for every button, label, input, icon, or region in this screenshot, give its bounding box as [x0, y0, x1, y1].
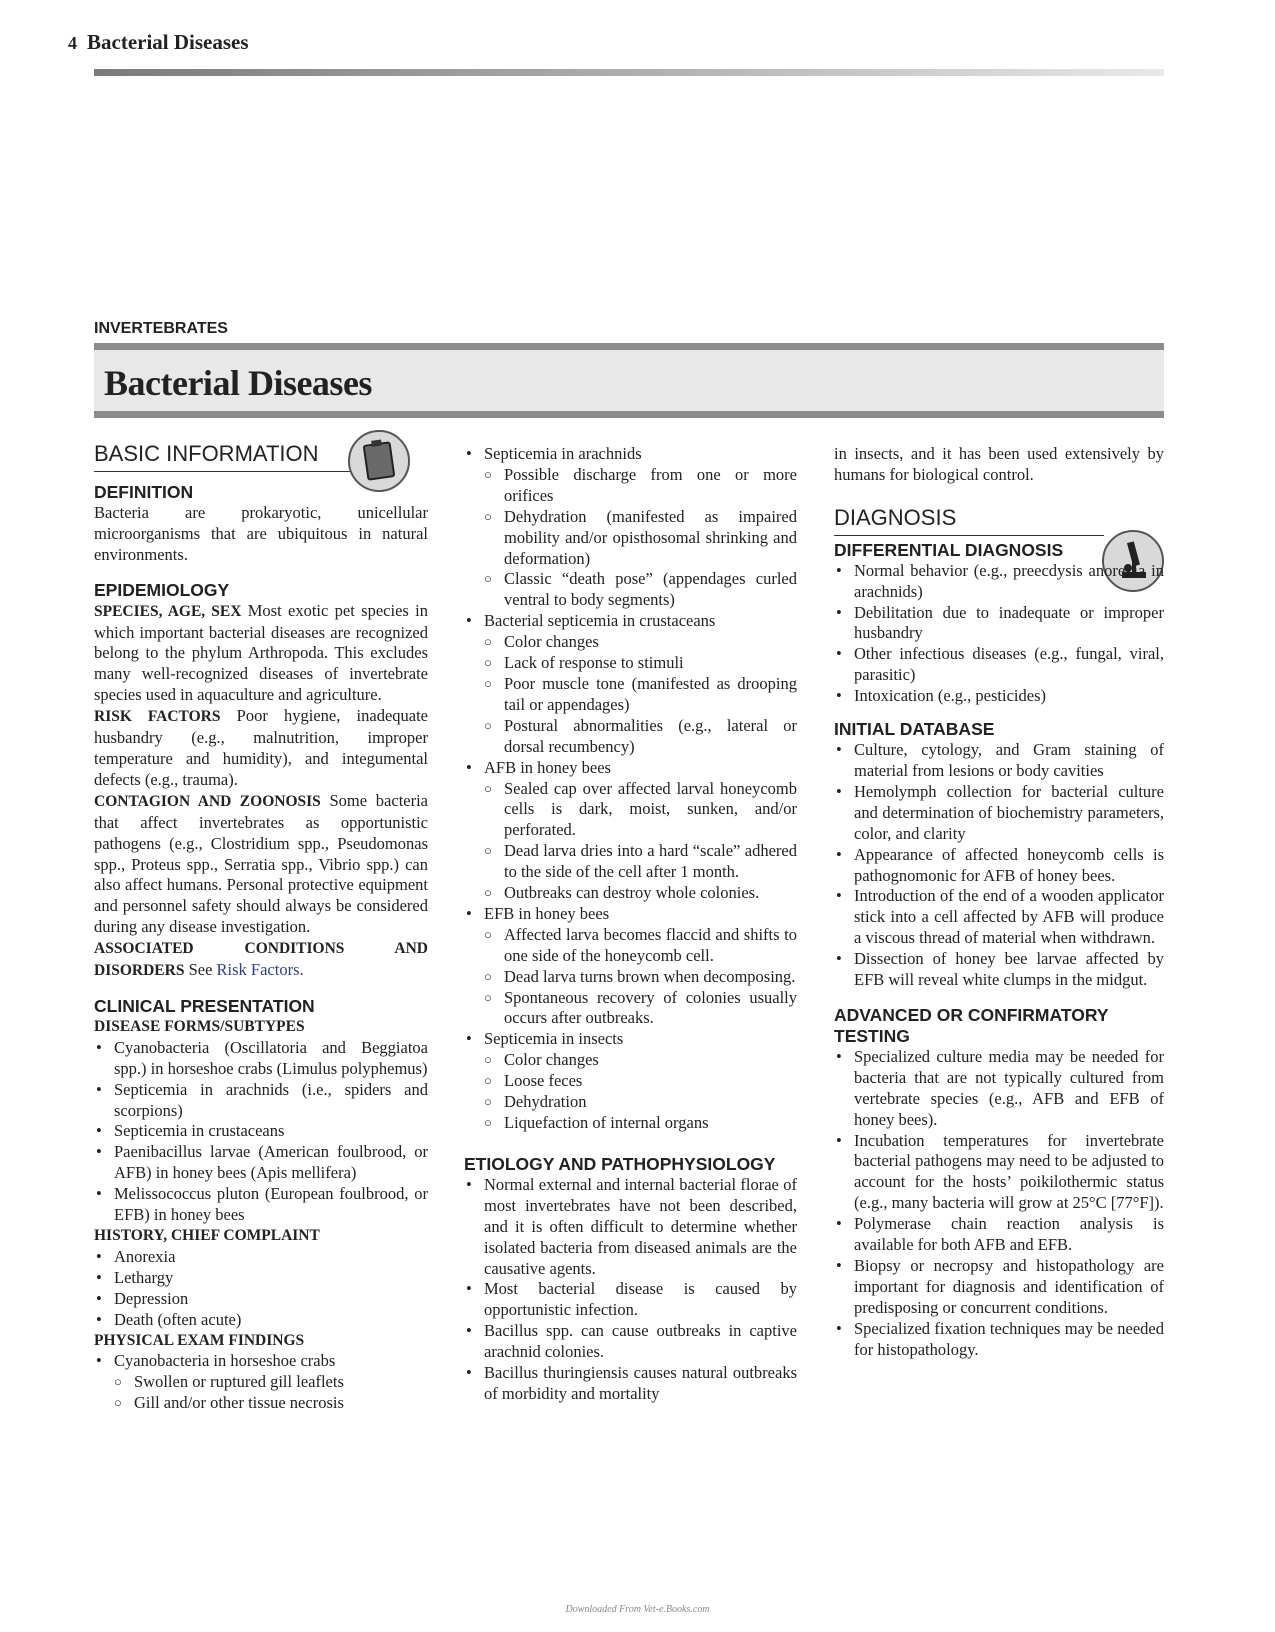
forms-list [94, 1038, 428, 1226]
initial-database-list [834, 740, 1164, 991]
download-watermark: Downloaded From Vet-e.Books.com [565, 1604, 710, 1615]
list-item: • Debilitation due to inadequate or improper husbandry [834, 603, 1164, 645]
contagion-paragraph [94, 791, 428, 938]
sub-list-item: ○ Classic “death pose” (appendages curled ventral to body segments) [464, 569, 797, 611]
advanced-testing-list [834, 1047, 1164, 1361]
column-1 [94, 441, 428, 1414]
contagion-text: Some bacteria that affect invertebrates as opportunistic pathogens (e.g., Clostridium spp., Pseudomonas spp., Proteus spp., Serratia spp., Vibrio spp.) can also affect humans. Personal protective equipment and personnel safety should always be considered during any disease investigation. [94, 790, 428, 937]
risk-factors-link[interactable]: Risk Factors. [216, 960, 304, 980]
list-item: • Depression [94, 1289, 428, 1310]
list-item: • Bacterial septicemia in crustaceans [464, 611, 797, 632]
species-label: SPECIES, AGE, SEX [94, 602, 242, 620]
list-item: • Biopsy or necropsy and histopathology are important for diagnosis and identification of predisposing or concurrent conditions. [834, 1256, 1164, 1319]
risk-paragraph [94, 706, 428, 791]
risk-text: Poor hygiene, inadequate husbandry (e.g., malnutrition, improper temperature and humidity), and integumental defects (e.g., trauma). [94, 706, 428, 789]
sub-list-item: ○ Possible discharge from one or more orifices [464, 465, 797, 507]
list-item: • Hemolymph collection for bacterial culture and determination of biochemistry parameters, color, and clarity [834, 782, 1164, 845]
sub-list-item: ○ Spontaneous recovery of colonies usually occurs after outbreaks. [464, 988, 797, 1030]
column-3 [834, 444, 1164, 1361]
list-item: • Septicemia in arachnids [464, 444, 797, 465]
list-item: • Septicemia in crustaceans [94, 1121, 428, 1142]
clinical-presentation-heading: CLINICAL PRESENTATION [94, 995, 315, 1016]
forms-label: DISEASE FORMS/SUBTYPES [94, 1017, 305, 1035]
sub-list-item: ○ Dead larva turns brown when decomposing. [464, 967, 797, 988]
sub-list-item: ○ Swollen or ruptured gill leaflets [94, 1372, 428, 1393]
list-item: • Polymerase chain reaction analysis is available for both AFB and EFB. [834, 1214, 1164, 1256]
clipboard-icon [348, 430, 410, 492]
list-item: • Anorexia [94, 1247, 428, 1268]
sub-list-item: ○ Loose feces [464, 1071, 797, 1092]
list-item: • Lethargy [94, 1268, 428, 1289]
list-item: • Bacillus thuringiensis causes natural outbreaks of morbidity and mortality [464, 1363, 797, 1405]
sub-list-item: ○ Dead larva dries into a hard “scale” adhered to the side of the cell after 1 month. [464, 841, 797, 883]
sub-list-item: ○ Lack of response to stimuli [464, 653, 797, 674]
header-rule [94, 69, 1164, 76]
assoc-label: ASSOCIATED CONDITIONS AND DISORDERS [94, 940, 428, 980]
epidemiology-heading: EPIDEMIOLOGY [94, 579, 230, 600]
list-item: • Incubation temperatures for invertebrate bacterial pathogens may need to be adjusted to account for the hosts’ poikilothermic status (e.g., many bacteria will grow at 25°C [77°F]). [834, 1131, 1164, 1215]
list-item: • Specialized fixation techniques may be needed for histopathology. [834, 1319, 1164, 1361]
etiology-heading: ETIOLOGY AND PATHOPHYSIOLOGY [464, 1153, 776, 1174]
sub-list-item: ○ Sealed cap over affected larval honeycomb cells is dark, moist, sunken, and/or perforated. [464, 779, 797, 842]
list-item: • Intoxication (e.g., pesticides) [834, 686, 1164, 707]
exam-label: PHYSICAL EXAM FINDINGS [94, 1331, 305, 1349]
sub-list-item: ○ Liquefaction of internal organs [464, 1113, 797, 1134]
initial-database-heading: INITIAL DATABASE [834, 719, 995, 740]
list-item: • Dissection of honey bee larvae affected by EFB will reveal white clumps in the midgut. [834, 949, 1164, 991]
list-item: • Normal behavior (e.g., preecdysis anorexia in arachnids) [834, 561, 1164, 603]
list-item: • Septicemia in arachnids (i.e., spiders and scorpions) [94, 1080, 428, 1122]
sub-list-item: ○ Color changes [464, 1050, 797, 1071]
sub-list-item: ○ Gill and/or other tissue necrosis [94, 1393, 428, 1414]
assoc-see: See [188, 960, 213, 980]
exam-list [94, 1351, 428, 1414]
sub-list-item: ○ Postural abnormalities (e.g., lateral or dorsal recumbency) [464, 716, 797, 758]
definition-heading: DEFINITION [94, 481, 194, 502]
assoc-paragraph [94, 938, 428, 982]
contagion-label: CONTAGION AND ZOONOSIS [94, 792, 321, 810]
definition-text: Bacteria are prokaryotic, unicellular microorganisms that are ubiquitous in natural environments. [94, 502, 428, 564]
list-item: • Melissococcus pluton (European foulbrood, or EFB) in honey bees [94, 1184, 428, 1226]
list-item: • Introduction of the end of a wooden applicator stick into a cell affected by AFB will produce a viscous thread of material when withdrawn. [834, 886, 1164, 949]
basic-information-heading: BASIC INFORMATION [94, 444, 359, 472]
findings-list [464, 444, 797, 1134]
list-item: • EFB in honey bees [464, 904, 797, 925]
species-paragraph [94, 601, 428, 707]
column-2 [464, 444, 797, 1405]
differential-heading: DIFFERENTIAL DIAGNOSIS [834, 539, 1064, 560]
etiology-list [464, 1175, 797, 1405]
page-number: 4 [68, 33, 77, 53]
risk-label: RISK FACTORS [94, 708, 221, 726]
list-item: • Appearance of affected honeycomb cells is pathognomonic for AFB of honey bees. [834, 845, 1164, 887]
sub-list-item: ○ Outbreaks can destroy whole colonies. [464, 883, 797, 904]
list-item: • Specialized culture media may be needed for bacteria that are not typically cultured from vertebrate species (e.g., AFB and EFB of honey bees). [834, 1047, 1164, 1131]
sub-list-item: ○ Color changes [464, 632, 797, 653]
differential-list [834, 561, 1164, 707]
sub-list-item: ○ Affected larva becomes flaccid and shifts to one side of the honeycomb cell. [464, 925, 797, 967]
history-list [94, 1247, 428, 1331]
list-item: • Cyanobacteria in horseshoe crabs [94, 1351, 428, 1372]
sub-list-item: ○ Dehydration [464, 1092, 797, 1113]
title-band [94, 343, 1164, 418]
list-item: • Bacillus spp. can cause outbreaks in captive arachnid colonies. [464, 1321, 797, 1363]
list-item: • Paenibacillus larvae (American foulbrood, or AFB) in honey bees (Apis mellifera) [94, 1142, 428, 1184]
list-item: • AFB in honey bees [464, 758, 797, 779]
page-title: Bacterial Diseases [104, 363, 372, 403]
list-item: • Most bacterial disease is caused by opportunistic infection. [464, 1279, 797, 1321]
history-label: HISTORY, CHIEF COMPLAINT [94, 1227, 320, 1244]
list-item: • Normal external and internal bacterial florae of most invertebrates have not been described, and it is often difficult to determine whether isolated bacteria from diseased animals are the causative agents. [464, 1175, 797, 1280]
continued-text: in insects, and it has been used extensively by humans for biological control. [834, 444, 1164, 484]
list-item: • Other infectious diseases (e.g., fungal, viral, parasitic) [834, 644, 1164, 686]
species-text: Most exotic pet species in which important bacterial diseases are recognized belong to the phylum Arthropoda. This excludes many well-recognized diseases of invertebrate species used in aquaculture and agriculture. [94, 600, 428, 705]
section-kicker: INVERTEBRATES [94, 320, 228, 337]
sub-list-item: ○ Poor muscle tone (manifested as drooping tail or appendages) [464, 674, 797, 716]
advanced-testing-heading: ADVANCED OR CONFIRMATORY TESTING [834, 1004, 1109, 1046]
sub-list-item: ○ Dehydration (manifested as impaired mobility and/or opisthosomal shrinking and deformation) [464, 507, 797, 570]
running-head [68, 30, 249, 55]
list-item: • Culture, cytology, and Gram staining of material from lesions or body cavities [834, 740, 1164, 782]
running-title: Bacterial Diseases [87, 30, 249, 54]
list-item: • Cyanobacteria (Oscillatoria and Beggiatoa spp.) in horseshoe crabs (Limulus polyphemus) [94, 1038, 428, 1080]
list-item: • Septicemia in insects [464, 1029, 797, 1050]
list-item: • Death (often acute) [94, 1310, 428, 1331]
diagnosis-heading: DIAGNOSIS [834, 508, 1104, 536]
